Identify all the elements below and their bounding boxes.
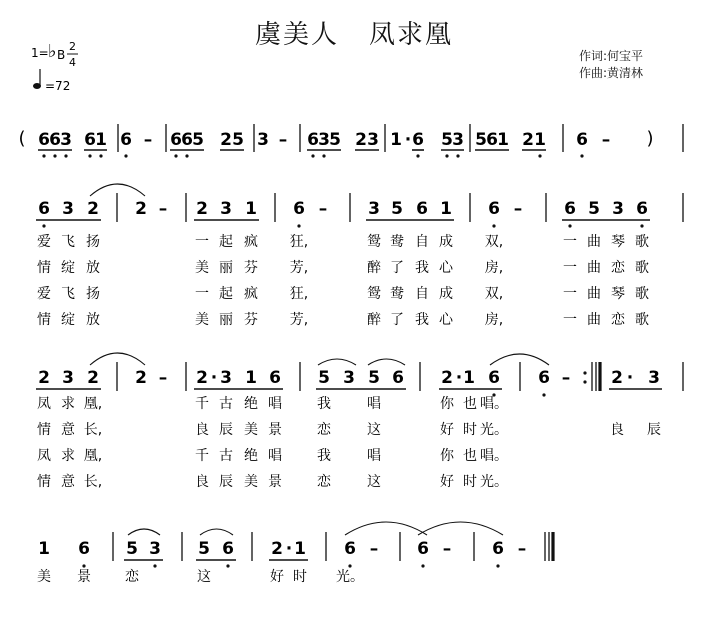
- octave-dot: [640, 224, 643, 227]
- lyric-char: 古: [219, 396, 233, 412]
- lyric-char: 这: [197, 569, 211, 585]
- lyric-char: 自: [415, 234, 429, 250]
- note: 3: [149, 539, 161, 559]
- octave-dot: [82, 564, 85, 567]
- note: 5: [368, 368, 380, 388]
- octave-dot: [496, 564, 499, 567]
- note: 1: [463, 368, 475, 388]
- note: 6: [78, 539, 90, 559]
- lyric-char: 绝: [244, 396, 258, 412]
- note: 3: [318, 130, 330, 150]
- note: 3: [257, 130, 269, 150]
- time-signature-bottom: 4: [69, 56, 76, 69]
- composer-credit: 作曲:黄清林: [579, 66, 644, 80]
- octave-dot: [580, 154, 583, 157]
- note: –: [513, 199, 523, 219]
- lyric-char: 爱: [37, 286, 51, 302]
- note: 3: [220, 368, 232, 388]
- lyric-char: 心: [439, 260, 453, 276]
- lyric-char: 古: [219, 448, 233, 464]
- lyric-char: 千: [195, 448, 209, 464]
- note: –: [158, 368, 168, 388]
- lyric-char: 绽: [61, 260, 75, 276]
- note: 1: [245, 199, 257, 219]
- slur-arc: [200, 529, 233, 535]
- tempo-marking: [33, 69, 70, 93]
- octave-dot: [492, 224, 495, 227]
- tempo-value: =72: [45, 79, 71, 93]
- octave-dot: [297, 224, 300, 227]
- note: 5: [391, 199, 403, 219]
- lyric-char: 意: [61, 474, 75, 490]
- title-part-2: 凤求凰: [369, 20, 454, 50]
- intro-open-paren: (: [18, 128, 26, 149]
- octave-dot: [153, 564, 156, 567]
- note: 3: [612, 199, 624, 219]
- lyric-char: 芬: [244, 260, 258, 276]
- note: 1: [245, 368, 257, 388]
- note: 5: [441, 130, 453, 150]
- note: 5: [318, 368, 330, 388]
- lyric-char: 这: [367, 474, 381, 490]
- lyric-char: 心: [439, 312, 453, 328]
- note: 3: [62, 368, 74, 388]
- lyric-char: 起: [219, 234, 233, 250]
- lyric-char: 这: [367, 422, 381, 438]
- lyric-char: 丽: [219, 260, 233, 276]
- title-part-1: 虞美人: [254, 20, 339, 50]
- lyric-char: 狂,: [289, 234, 309, 250]
- lyric-char: 一: [195, 286, 209, 302]
- lyric-char: 醉: [367, 260, 381, 276]
- note: 6: [576, 130, 588, 150]
- octave-dot: [348, 564, 351, 567]
- lyric-char: 恋: [317, 422, 331, 438]
- lyric-char: 芳,: [289, 312, 309, 328]
- lyric-char: 绽: [61, 312, 75, 328]
- flat-sign: ♭: [48, 41, 57, 62]
- note: 6: [538, 368, 550, 388]
- lyric-char: 起: [219, 286, 233, 302]
- lyric-char: 时: [293, 569, 307, 585]
- lyric-char: 房,: [484, 260, 504, 276]
- lyric-char: 双,: [484, 234, 504, 250]
- octave-dot: [421, 564, 424, 567]
- verse-line-2: [36, 353, 683, 490]
- note: 2: [87, 199, 99, 219]
- lyric-char: 恋: [611, 260, 625, 276]
- note: 6: [564, 199, 576, 219]
- lyric-char: 我: [317, 448, 331, 464]
- lyric-char: 唱: [367, 396, 381, 412]
- lyric-char: 唱。: [480, 396, 508, 412]
- note: 6: [488, 368, 500, 388]
- octave-dot: [99, 154, 102, 157]
- note: ·: [285, 539, 293, 559]
- lyric-char: 琴: [611, 286, 625, 302]
- note: 2: [611, 368, 623, 388]
- lyric-char: 歌: [635, 234, 649, 250]
- note: 3: [648, 368, 660, 388]
- note: 5: [329, 130, 341, 150]
- lyric-char: 情: [37, 474, 51, 490]
- lyric-char: 一: [563, 260, 577, 276]
- lyric-char: 爱: [37, 234, 51, 250]
- note: 6: [49, 130, 61, 150]
- note: 6: [170, 130, 182, 150]
- lyric-char: 凰,: [83, 448, 103, 464]
- note: 5: [232, 130, 244, 150]
- note: 6: [84, 130, 96, 150]
- lyric-char: 歌: [635, 312, 649, 328]
- lyric-char: 一: [563, 286, 577, 302]
- lyric-char: 歌: [635, 286, 649, 302]
- note: 2: [87, 368, 99, 388]
- lyric-char: 时: [463, 422, 477, 438]
- intro-close-paren: ): [646, 128, 654, 149]
- note: 3: [367, 130, 379, 150]
- lyric-char: 也: [463, 396, 477, 412]
- octave-dot: [583, 371, 586, 374]
- intro-line: [18, 124, 683, 158]
- lyric-char: 恋: [317, 474, 331, 490]
- lyric-char: 辰: [219, 474, 233, 490]
- octave-dot: [456, 154, 459, 157]
- octave-dot: [185, 154, 188, 157]
- lyric-char: 美: [195, 260, 209, 276]
- note: 6: [492, 539, 504, 559]
- note: 3: [343, 368, 355, 388]
- note: –: [561, 368, 571, 388]
- lyric-char: 良: [195, 422, 209, 438]
- lyric-char: 歌: [635, 260, 649, 276]
- note: 6: [486, 130, 498, 150]
- octave-dot: [311, 154, 314, 157]
- slur-arc: [345, 522, 427, 535]
- note: 6: [222, 539, 234, 559]
- octave-dot: [64, 154, 67, 157]
- note: –: [278, 130, 288, 150]
- lyric-char: 恋: [125, 569, 139, 585]
- lyric-char: 鸳: [367, 286, 381, 302]
- lyric-char: 美: [244, 474, 258, 490]
- slur-arc: [128, 529, 160, 535]
- note: ·: [626, 368, 634, 388]
- note: 2: [220, 130, 232, 150]
- note: –: [601, 130, 611, 150]
- lyric-char: 芳,: [289, 260, 309, 276]
- note: 6: [293, 199, 305, 219]
- note: ·: [404, 130, 412, 150]
- lyric-char: 一: [563, 234, 577, 250]
- key-signature: [31, 40, 78, 69]
- note: 1: [534, 130, 546, 150]
- lyric-char: 我: [317, 396, 331, 412]
- lyric-char: 光。: [480, 474, 508, 490]
- time-signature-top: 2: [69, 40, 76, 53]
- lyric-char: 辰: [219, 422, 233, 438]
- lyric-char: 我: [415, 260, 429, 276]
- lyric-char: 放: [86, 260, 100, 276]
- lyric-char: 扬: [86, 234, 100, 250]
- lyric-char: 疯: [244, 286, 258, 302]
- lyric-char: 长,: [83, 422, 103, 438]
- lyric-char: 琴: [611, 234, 625, 250]
- lyric-char: 绝: [244, 448, 258, 464]
- note: 6: [269, 368, 281, 388]
- note: 6: [636, 199, 648, 219]
- note: 1: [294, 539, 306, 559]
- lyric-char: 情: [37, 312, 51, 328]
- lyric-char: 双,: [484, 286, 504, 302]
- note: 5: [588, 199, 600, 219]
- note: 2: [271, 539, 283, 559]
- lyric-char: 唱: [268, 448, 282, 464]
- note: 6: [307, 130, 319, 150]
- lyric-char: 曲: [587, 286, 601, 302]
- lyric-char: 恋: [611, 312, 625, 328]
- lyric-char: 鸳: [367, 234, 381, 250]
- note: 6: [344, 539, 356, 559]
- lyric-char: 美: [244, 422, 258, 438]
- lyric-char: 美: [195, 312, 209, 328]
- note: 2: [196, 199, 208, 219]
- lyric-char: 好: [270, 569, 284, 585]
- octave-dot: [53, 154, 56, 157]
- lyric-char: 景: [268, 474, 282, 490]
- lyric-char: 千: [195, 396, 209, 412]
- octave-dot: [445, 154, 448, 157]
- lyric-char: 景: [268, 422, 282, 438]
- lyric-char: 求: [61, 396, 75, 412]
- note: ·: [455, 368, 463, 388]
- key-note: B: [57, 48, 66, 62]
- lyric-char: 丽: [219, 312, 233, 328]
- lyric-char: 自: [415, 286, 429, 302]
- lyric-char: 时: [463, 474, 477, 490]
- note: 6: [181, 130, 193, 150]
- octave-dot: [226, 564, 229, 567]
- note: 3: [452, 130, 464, 150]
- note: 1: [95, 130, 107, 150]
- octave-dot: [174, 154, 177, 157]
- note: 6: [38, 130, 50, 150]
- note: 2: [38, 368, 50, 388]
- lyric-char: 凰,: [83, 396, 103, 412]
- note: 6: [392, 368, 404, 388]
- note: 5: [475, 130, 487, 150]
- lyric-char: 唱: [268, 396, 282, 412]
- lyric-char: 美: [37, 569, 51, 585]
- lyric-char: 凤: [37, 396, 51, 412]
- lyric-char: 你: [440, 396, 454, 412]
- lyric-char: 成: [439, 286, 453, 302]
- note: 5: [126, 539, 138, 559]
- note: –: [517, 539, 527, 559]
- note: ·: [210, 368, 218, 388]
- note: –: [369, 539, 379, 559]
- lyric-char: 你: [440, 448, 454, 464]
- lyric-char: 唱。: [480, 448, 508, 464]
- octave-dot: [542, 393, 545, 396]
- note: –: [158, 199, 168, 219]
- lyric-char: 好: [440, 422, 454, 438]
- note: 1: [440, 199, 452, 219]
- key-prefix: 1=: [31, 46, 49, 60]
- lyric-char: 景: [77, 569, 91, 585]
- octave-dot: [42, 224, 45, 227]
- lyric-char: 醉: [367, 312, 381, 328]
- note: –: [318, 199, 328, 219]
- note: 1: [390, 130, 402, 150]
- lyric-char: 飞: [61, 234, 75, 250]
- lyric-char: 一: [195, 234, 209, 250]
- slur-arc: [418, 522, 503, 535]
- note: 2: [135, 199, 147, 219]
- note: –: [143, 130, 153, 150]
- lyric-char: 曲: [587, 312, 601, 328]
- lyric-char: 情: [37, 422, 51, 438]
- lyric-char: 疯: [244, 234, 258, 250]
- lyric-char: 狂,: [289, 286, 309, 302]
- lyric-char: 我: [415, 312, 429, 328]
- lyric-char: 曲: [587, 234, 601, 250]
- note: 2: [135, 368, 147, 388]
- verse-line-1: [36, 184, 683, 328]
- lyric-char: 鸯: [390, 286, 404, 302]
- verse-line-3: [37, 522, 553, 585]
- slur-arc: [318, 359, 356, 365]
- note: 3: [60, 130, 72, 150]
- note: 6: [412, 130, 424, 150]
- note: 2: [355, 130, 367, 150]
- note: 3: [62, 199, 74, 219]
- lyric-char: 成: [439, 234, 453, 250]
- note: 2: [522, 130, 534, 150]
- note: 6: [120, 130, 132, 150]
- lyric-char: 情: [37, 260, 51, 276]
- lyric-char: 了: [390, 312, 404, 328]
- lyric-char: 辰: [647, 422, 661, 438]
- lyric-char: 良: [195, 474, 209, 490]
- lyric-char: 曲: [587, 260, 601, 276]
- lyric-char: 了: [390, 260, 404, 276]
- note: 1: [497, 130, 509, 150]
- note: 3: [368, 199, 380, 219]
- lyric-char: 光。: [336, 569, 364, 585]
- note: 5: [192, 130, 204, 150]
- lyric-char: 放: [86, 312, 100, 328]
- lyric-char: 一: [563, 312, 577, 328]
- slur-arc: [368, 359, 405, 365]
- note: 2: [441, 368, 453, 388]
- note: 2: [196, 368, 208, 388]
- lyric-char: 光。: [480, 422, 508, 438]
- octave-dot: [124, 154, 127, 157]
- lyric-char: 好: [440, 474, 454, 490]
- lyric-char: 意: [61, 422, 75, 438]
- octave-dot: [42, 154, 45, 157]
- lyric-char: 唱: [367, 448, 381, 464]
- lyric-char: 求: [61, 448, 75, 464]
- octave-dot: [416, 154, 419, 157]
- lyric-char: 扬: [86, 286, 100, 302]
- lyric-char: 芬: [244, 312, 258, 328]
- octave-dot: [538, 154, 541, 157]
- note: 6: [488, 199, 500, 219]
- note: –: [442, 539, 452, 559]
- octave-dot: [88, 154, 91, 157]
- octave-dot: [322, 154, 325, 157]
- lyric-char: 也: [463, 448, 477, 464]
- note: 5: [198, 539, 210, 559]
- note: 3: [220, 199, 232, 219]
- note: 6: [417, 539, 429, 559]
- lyric-char: 鸯: [390, 234, 404, 250]
- lyric-char: 房,: [484, 312, 504, 328]
- lyricist-credit: 作词:何宝平: [579, 49, 644, 63]
- note: 6: [38, 199, 50, 219]
- note: 6: [416, 199, 428, 219]
- note: 1: [38, 539, 50, 559]
- lyric-char: 良: [610, 422, 624, 438]
- octave-dot: [568, 224, 571, 227]
- lyric-char: 凤: [37, 448, 51, 464]
- lyric-char: 长,: [83, 474, 103, 490]
- lyric-char: 飞: [61, 286, 75, 302]
- octave-dot: [583, 380, 586, 383]
